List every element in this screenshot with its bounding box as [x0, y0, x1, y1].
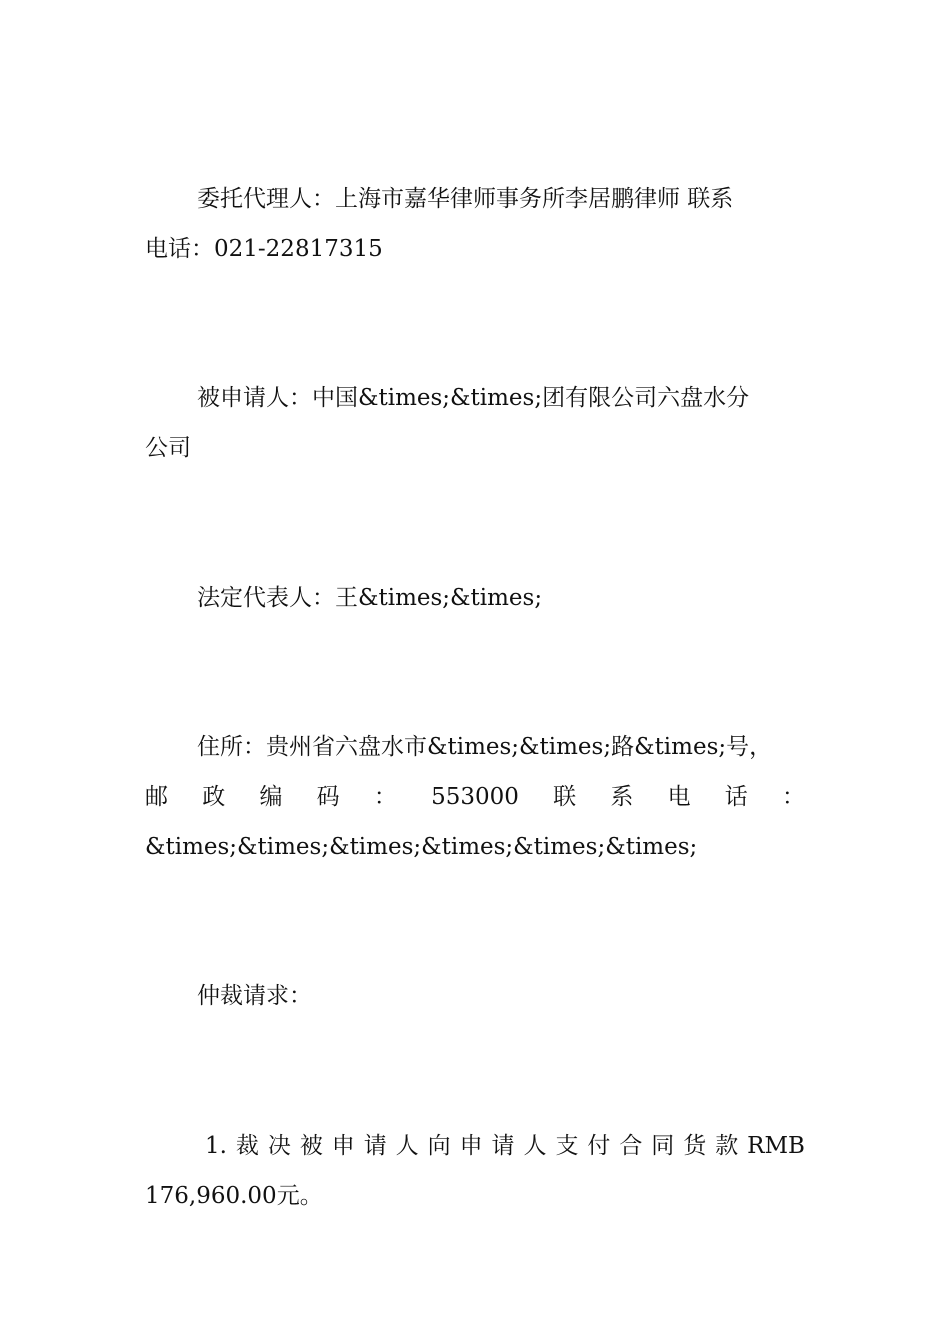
claim-token: 同	[651, 1133, 675, 1159]
address-token: ：	[373, 784, 397, 810]
agent-line-2: 电话：021-22817315	[145, 236, 383, 262]
respondent-paragraph	[145, 373, 805, 473]
address-token: 编	[259, 784, 283, 810]
claim-token: 付	[587, 1133, 611, 1159]
legal-rep-line-1: 法定代表人：王&times;&times;	[197, 585, 543, 611]
claim-token: 申	[459, 1133, 483, 1159]
claim-token: 被	[299, 1133, 323, 1159]
claim-token: 支	[555, 1133, 579, 1159]
claim-token: 人	[523, 1133, 547, 1159]
address-token: 码	[316, 784, 340, 810]
claim-token: 裁	[235, 1133, 259, 1159]
address-line-3: &times;&times;&times;&times;&times;&times;	[145, 834, 698, 860]
claim-token: 合	[619, 1133, 643, 1159]
claim-token: 货	[683, 1133, 707, 1159]
agent-line-1: 委托代理人：上海市嘉华律师事务所李居鹏律师 联系	[197, 186, 734, 212]
claim-token: 决	[267, 1133, 291, 1159]
legal-rep-paragraph	[145, 573, 805, 623]
address-line-1: 住所：贵州省六盘水市&times;&times;路&times;号，	[197, 734, 773, 760]
address-token: 邮	[145, 784, 168, 810]
claims-heading	[145, 971, 805, 1021]
postal-code: 553000	[431, 784, 519, 810]
claim-token: 人	[395, 1133, 419, 1159]
address-token: 系	[610, 784, 634, 810]
claim-token: 申	[331, 1133, 355, 1159]
claim-1-line-2: 176,960.00元。	[145, 1183, 323, 1209]
address-token: ：	[782, 784, 805, 810]
claim-number: 1.	[205, 1133, 227, 1159]
address-token: 话	[724, 784, 748, 810]
address-token: 政	[202, 784, 226, 810]
agent-paragraph	[145, 174, 805, 274]
currency-code: RMB	[747, 1133, 805, 1159]
claim-token: 请	[363, 1133, 387, 1159]
claim-token: 请	[491, 1133, 515, 1159]
address-paragraph	[145, 722, 805, 872]
claim-token: 款	[715, 1133, 739, 1159]
claim-1-paragraph	[145, 1121, 805, 1221]
respondent-line-2: 公司	[145, 435, 191, 461]
claim-token: 向	[427, 1133, 451, 1159]
claims-heading-line: 仲裁请求：	[197, 983, 312, 1009]
respondent-line-1: 被申请人：中国&times;&times;团有限公司六盘水分	[197, 385, 750, 411]
claim-1-line-1	[145, 1121, 805, 1171]
address-token: 电	[667, 784, 691, 810]
address-token: 联	[553, 784, 577, 810]
address-line-2	[145, 772, 805, 822]
